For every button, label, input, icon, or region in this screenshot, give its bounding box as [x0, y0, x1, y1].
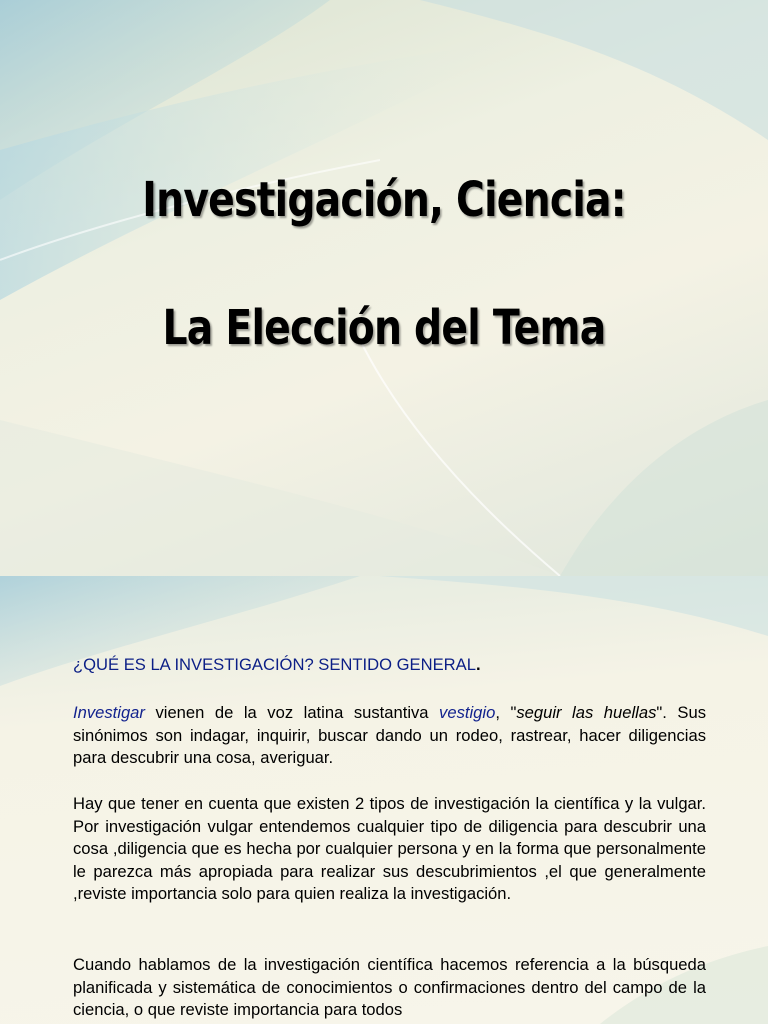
paragraph-1 [73, 702, 706, 770]
paragraph-1-text-a: vienen de la voz latina sustantiva [144, 703, 440, 722]
slide-title-line-1: Investigación, Ciencia: [142, 172, 626, 228]
paragraph-1-text-b: , " [495, 703, 517, 722]
quote-seguir-huellas: seguir las huellas [516, 703, 657, 722]
paragraph-3: Cuando hablamos de la investigación científica hacemos referencia a la búsqueda planificada y sistemática de conocimientos o confirmaciones dentro del campo de la ciencia, o que reviste importancia para todos [73, 955, 706, 1019]
paragraph-2: Hay que tener en cuenta que existen 2 tipos de investigación la científica y la vulgar. Por investigación vulgar entendemos cualquier tipo de diligencia para descubrir una cosa ,diligencia que es hecha por cualquier persona y en la forma que personalmente le parezca más apropiada para realizar sus descubrimientos ,el que generalmente ,reviste importancia solo para quien realiza la investigación. [73, 794, 706, 903]
slide-title-line-2: La Elección del Tema [162, 300, 606, 356]
section-heading [73, 654, 706, 677]
keyword-vestigio: vestigio [439, 703, 496, 722]
heading-period: . [475, 655, 481, 674]
paragraph-1-text-c: ". Sus sinónimos son indagar, inquirir, buscar dando un rodeo, rastrear, hacer diligencias para descubrir una cosa, averiguar. [73, 703, 706, 767]
content-slide [0, 576, 768, 1024]
heading-text: ¿QUÉ ES LA INVESTIGACIÓN? SENTIDO GENERAL [73, 655, 476, 674]
keyword-investigar: Investigar [73, 703, 145, 722]
